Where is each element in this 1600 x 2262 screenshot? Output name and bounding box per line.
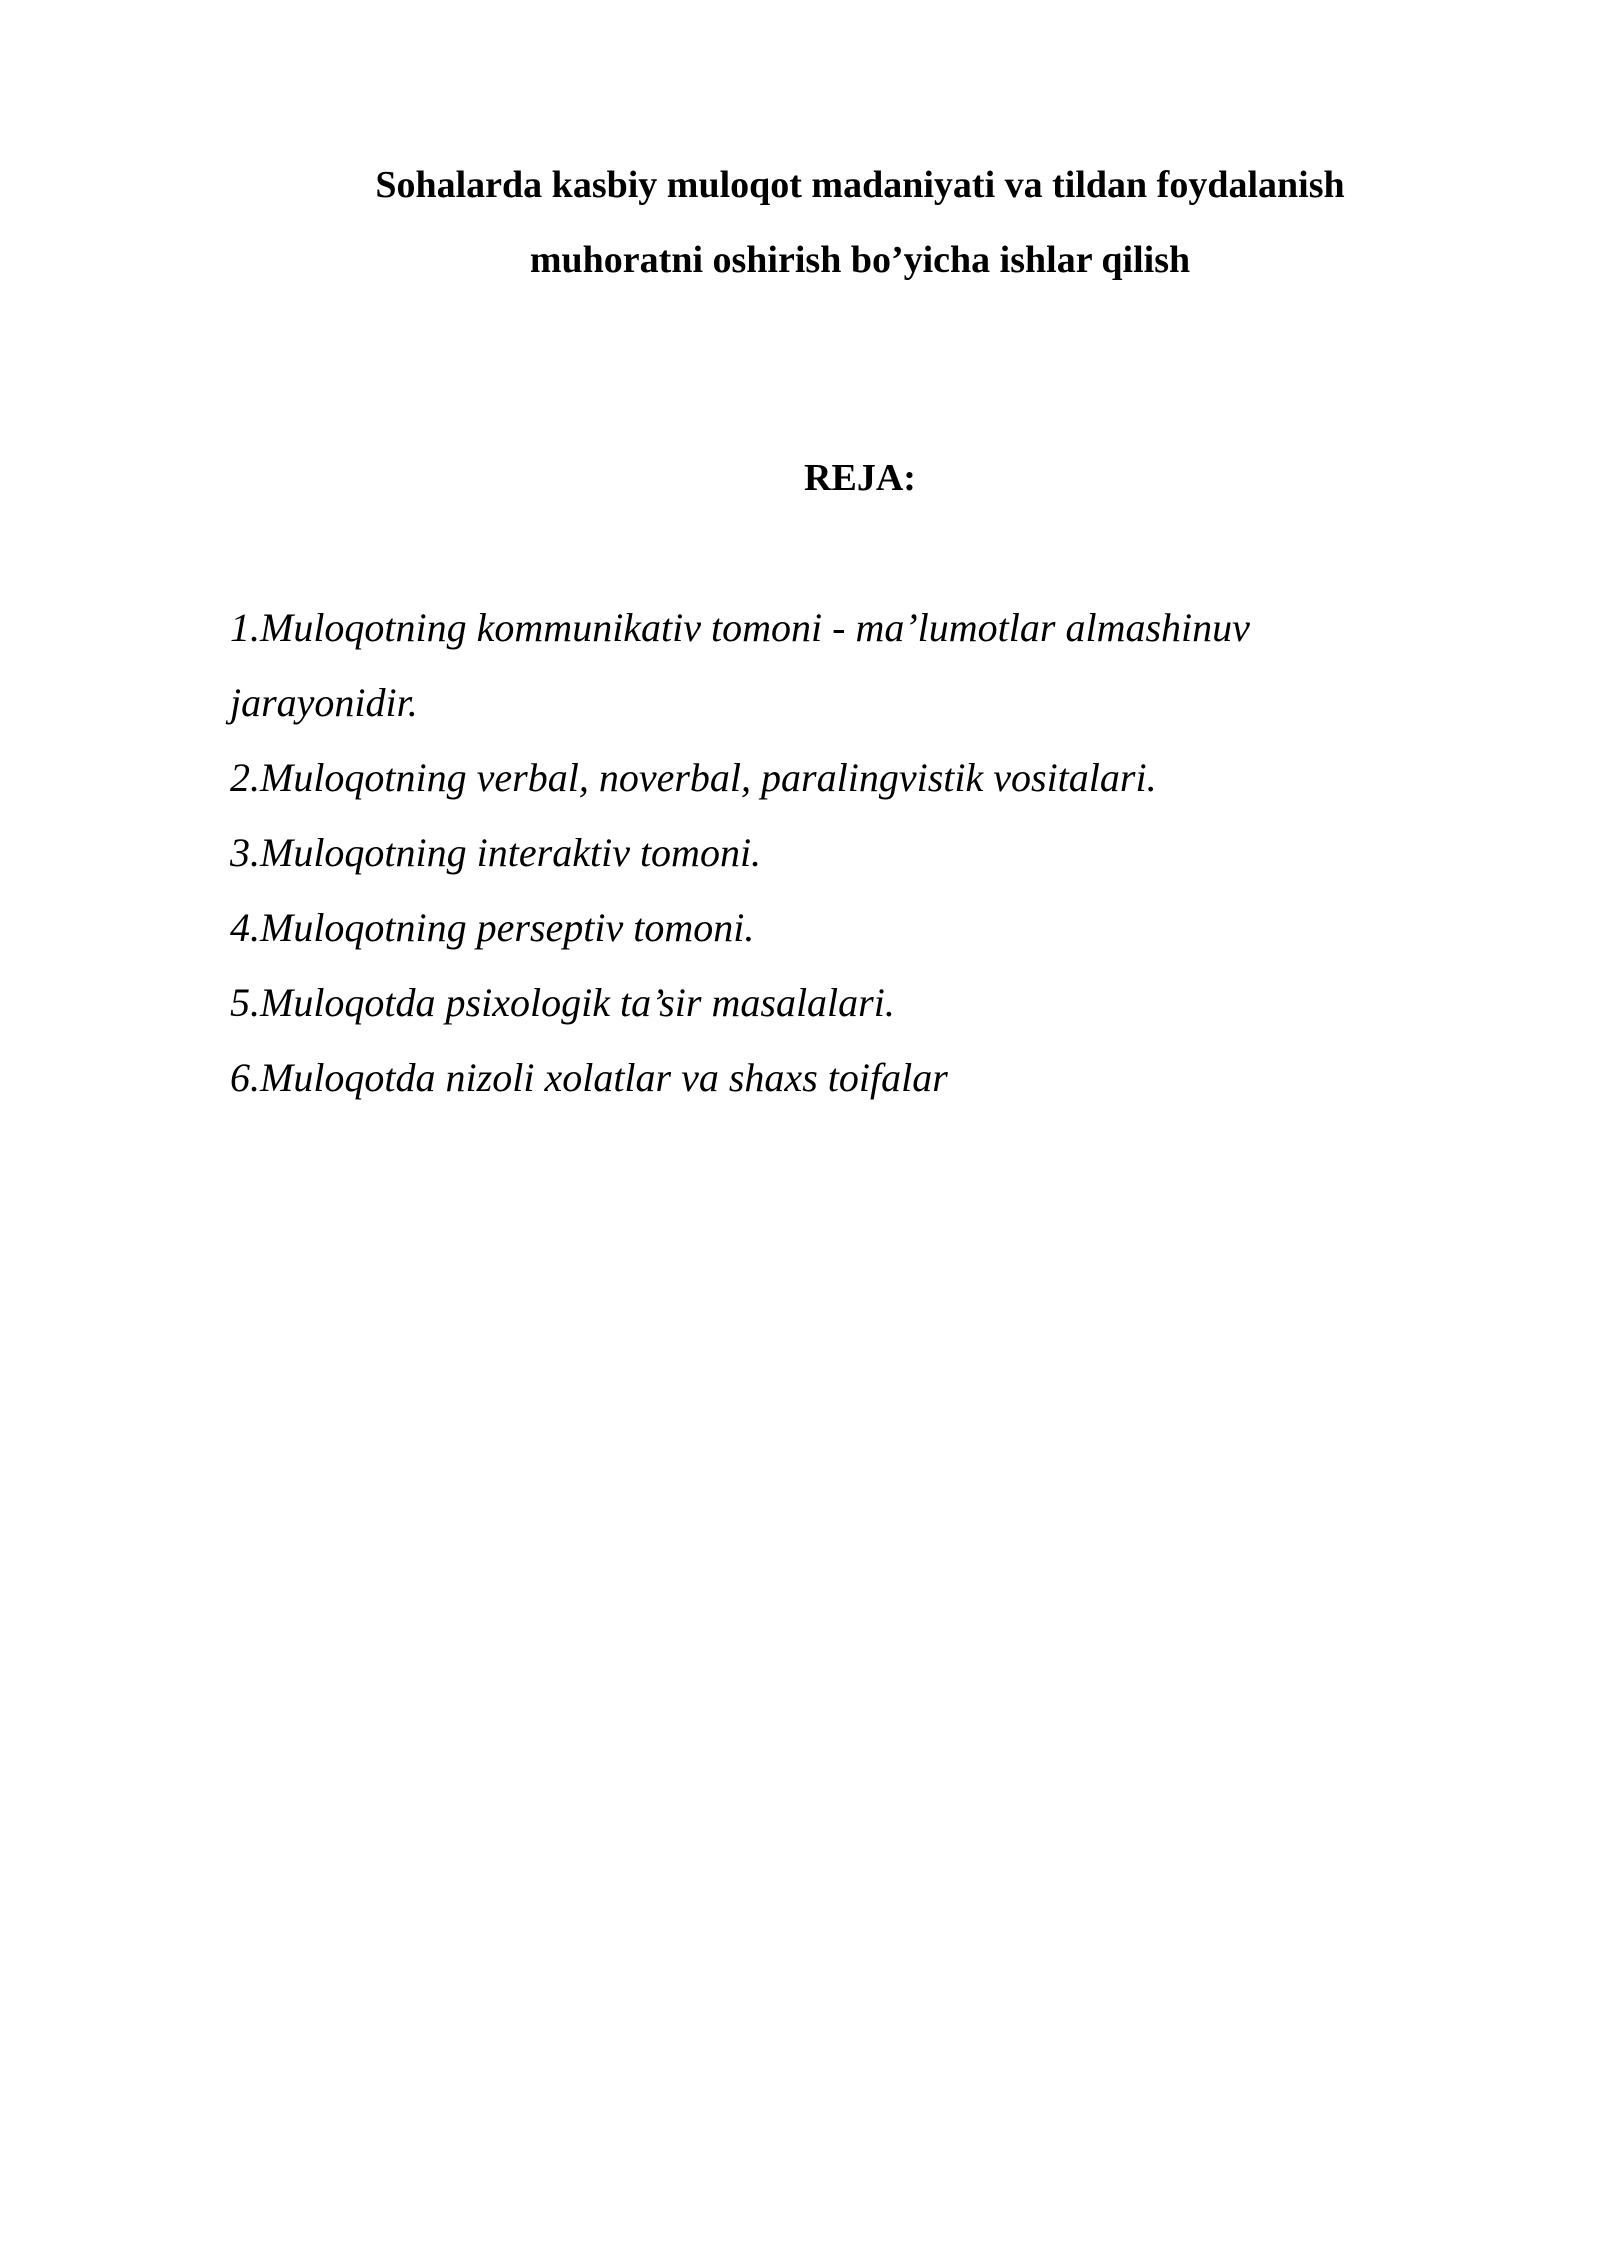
plan-list — [230, 590, 1390, 1115]
plan-heading: REJA: — [804, 457, 916, 499]
plan-item: 1.Muloqotning kommunikativ tomoni - ma’lumotlar almashinuv — [230, 605, 1250, 650]
plan-item: 2.Muloqotning verbal, noverbal, paralingvistik vositalari. — [230, 755, 1157, 800]
title-line: Sohalarda kasbiy muloqot madaniyati va tildan foydalanish — [375, 164, 1345, 206]
plan-item: 6.Muloqotda nizoli xolatlar va shaxs toifalar — [230, 1055, 948, 1100]
plan-item: 3.Muloqotning interaktiv tomoni. — [230, 830, 762, 875]
plan-item: 5.Muloqotda psixologik ta’sir masalalari. — [230, 980, 895, 1025]
document-title — [230, 148, 1490, 298]
plan-item: 4.Muloqotning perseptiv tomoni. — [230, 905, 755, 950]
plan-item-continuation: jarayonidir. — [230, 680, 418, 725]
title-line: muhoratni oshirish bo’yicha ishlar qilish — [529, 239, 1191, 281]
